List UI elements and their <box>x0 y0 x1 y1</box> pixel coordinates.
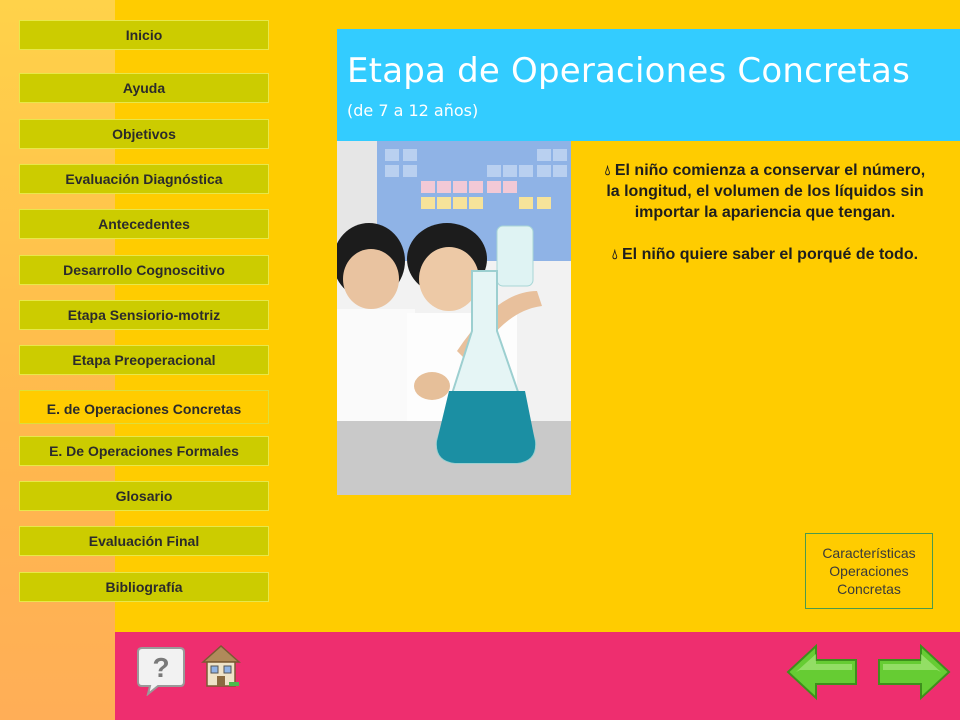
nav-objetivos-button[interactable] <box>19 119 269 149</box>
help-button[interactable] <box>136 644 186 696</box>
characteristics-line1: Características <box>822 545 916 561</box>
nav-label: Desarrollo Cognoscitivo <box>63 262 225 278</box>
nav-label: Etapa Sensiorio-motriz <box>67 307 221 323</box>
nav-bibliografia-button[interactable] <box>19 572 269 602</box>
photo-illustration <box>337 141 571 495</box>
back-button[interactable] <box>784 642 860 702</box>
content-bullets <box>600 160 930 286</box>
nav-operaciones-concretas-button[interactable] <box>19 390 269 424</box>
bullet-item <box>600 160 930 223</box>
children-science-photo <box>337 141 571 495</box>
characteristics-link[interactable] <box>805 533 933 609</box>
nav-operaciones-formales-button[interactable] <box>19 436 269 466</box>
nav-label: Evaluación Final <box>88 533 200 549</box>
bullet-text: El niño comienza a conservar el número, la longitud, el volumen de los líquidos sin importar la apariencia que tengan. <box>606 162 926 221</box>
nav-inicio-button[interactable] <box>19 20 269 50</box>
nav-label: Etapa Preoperacional <box>72 352 216 368</box>
nav-etapa-sensoriomotriz-button[interactable] <box>19 300 269 330</box>
home-icon <box>199 642 243 690</box>
home-button[interactable] <box>199 642 243 690</box>
nav-label: E. De Operaciones Formales <box>49 443 239 459</box>
nav-ayuda-button[interactable] <box>19 73 269 103</box>
page-title: Etapa de Operaciones Concretas <box>347 51 910 91</box>
nav-glosario-button[interactable] <box>19 481 269 511</box>
characteristics-line3: Concretas <box>837 581 901 597</box>
nav-label: Bibliografía <box>105 579 183 595</box>
nav-evaluacion-diagnostica-button[interactable] <box>19 164 269 194</box>
nav-label: Ayuda <box>122 80 166 96</box>
help-icon <box>136 644 186 696</box>
nav-label: Antecedentes <box>98 216 190 232</box>
bullet-item <box>600 244 930 265</box>
drop-icon: 💧︎ <box>604 162 611 178</box>
nav-label: Objetivos <box>112 126 176 142</box>
page-subtitle: (de 7 a 12 años) <box>347 101 479 120</box>
next-button[interactable] <box>875 642 953 702</box>
nav-label: Glosario <box>115 488 173 504</box>
nav-antecedentes-button[interactable] <box>19 209 269 239</box>
nav-etapa-preoperacional-button[interactable] <box>19 345 269 375</box>
help-symbol: ? <box>152 652 170 683</box>
nav-desarrollo-cognoscitivo-button[interactable] <box>19 255 269 285</box>
bullet-text: El niño quiere saber el porqué de todo. <box>622 246 919 263</box>
nav-label: E. de Operaciones Concretas <box>46 401 242 417</box>
characteristics-line2: Operaciones <box>829 563 909 579</box>
back-arrow-icon <box>784 642 860 702</box>
nav-label: Evaluación Diagnóstica <box>65 171 223 187</box>
nav-label: Inicio <box>125 27 163 43</box>
side-navigation <box>19 0 271 620</box>
title-band <box>337 29 960 141</box>
next-arrow-icon <box>875 642 953 702</box>
nav-evaluacion-final-button[interactable] <box>19 526 269 556</box>
drop-icon: 💧︎ <box>611 246 618 262</box>
